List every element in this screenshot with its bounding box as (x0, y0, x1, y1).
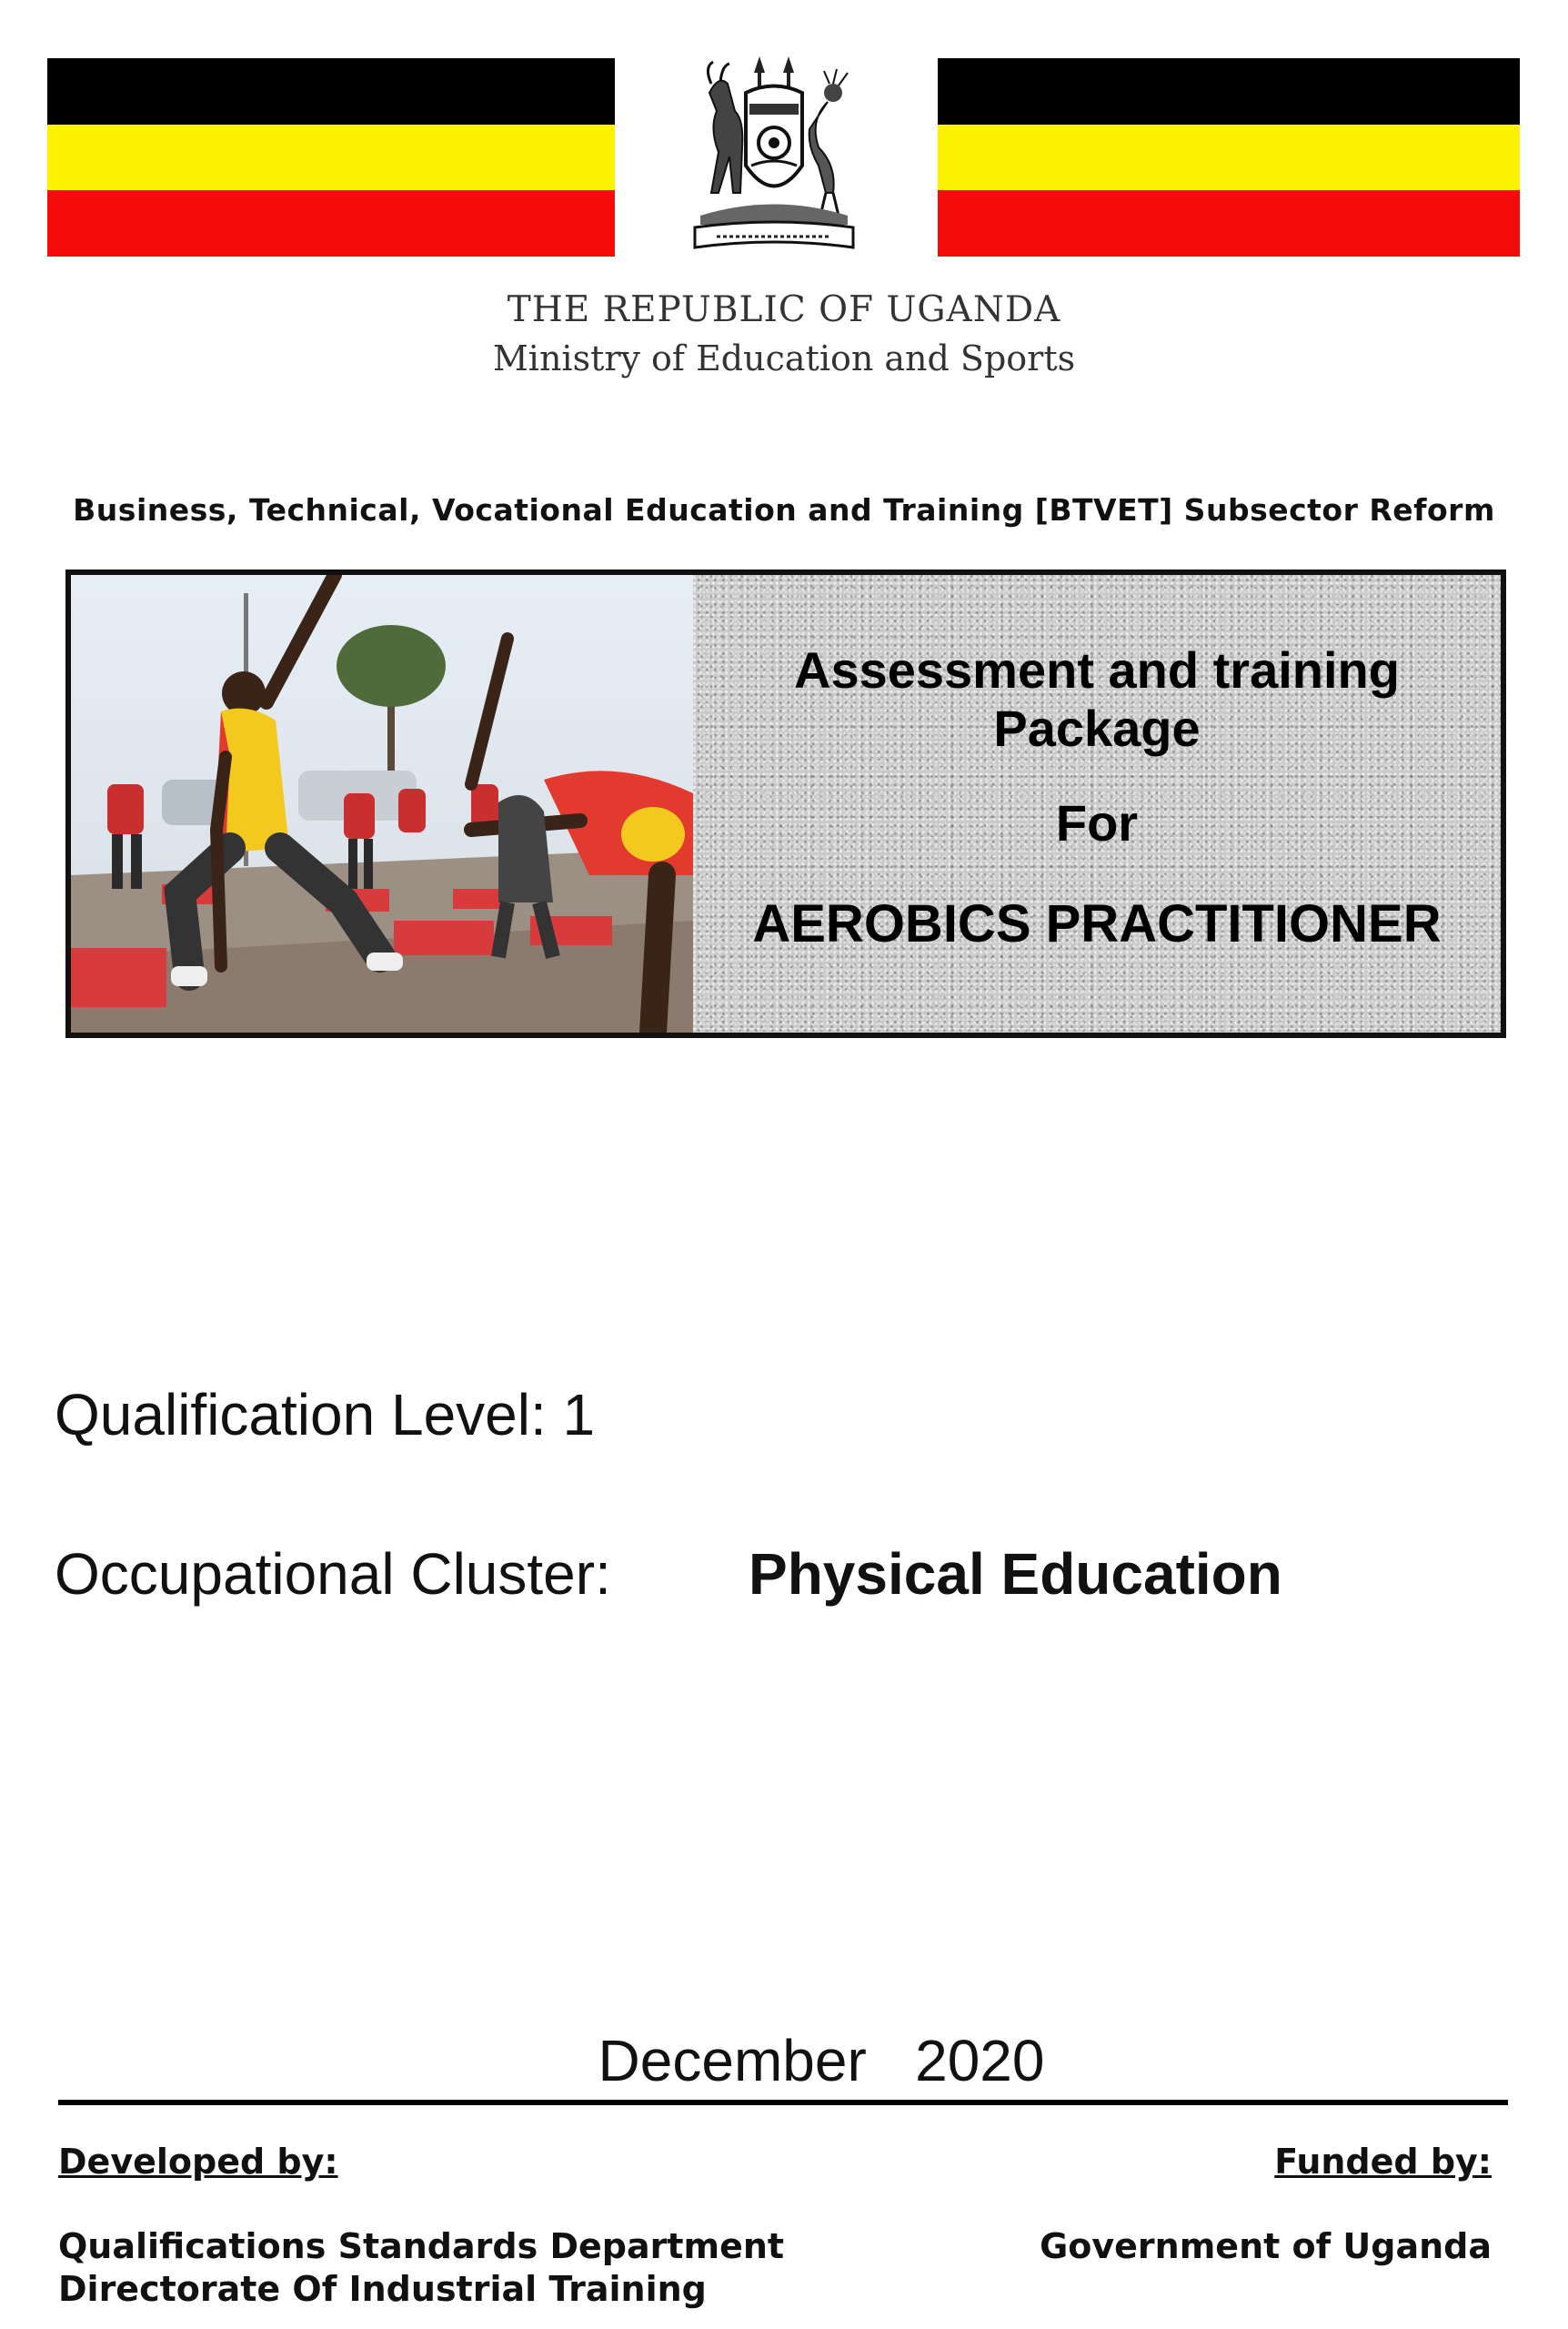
occupational-cluster-value: Physical Education (749, 1541, 1282, 1607)
uganda-flag-right (938, 58, 1520, 257)
coat-of-arms-icon (673, 56, 875, 258)
occupational-cluster-label: Occupational Cluster: (55, 1541, 611, 1607)
qualification-level: Qualification Level: 1 (55, 1382, 596, 1447)
title-panel (693, 575, 1501, 1033)
funder-name: Government of Uganda (1040, 2226, 1492, 2266)
uganda-flag-left (47, 58, 615, 257)
republic-heading: THE REPUBLIC OF UGANDA (507, 289, 1061, 330)
reform-subtitle: Business, Technical, Vocational Education and Training [BTVET] Subsector Reform (73, 492, 1495, 528)
funded-by-label: Funded by: (1274, 2142, 1492, 2182)
developed-by-label: Developed by: (58, 2142, 338, 2182)
developer-directorate: Directorate Of Industrial Training (58, 2269, 707, 2309)
footer-divider (58, 2100, 1508, 2105)
developer-department: Qualifications Standards Department (58, 2226, 785, 2266)
publication-date: December 2020 (598, 2028, 1045, 2093)
package-title-for: For (1055, 794, 1139, 852)
ministry-heading: Ministry of Education and Sports (492, 338, 1076, 378)
title-banner (65, 570, 1506, 1038)
package-title-line-1: Assessment and training (794, 641, 1400, 699)
aerobics-photo (71, 575, 693, 1033)
package-occupation: AEROBICS PRACTITIONER (752, 894, 1442, 953)
package-title-line-2: Package (993, 700, 1201, 757)
